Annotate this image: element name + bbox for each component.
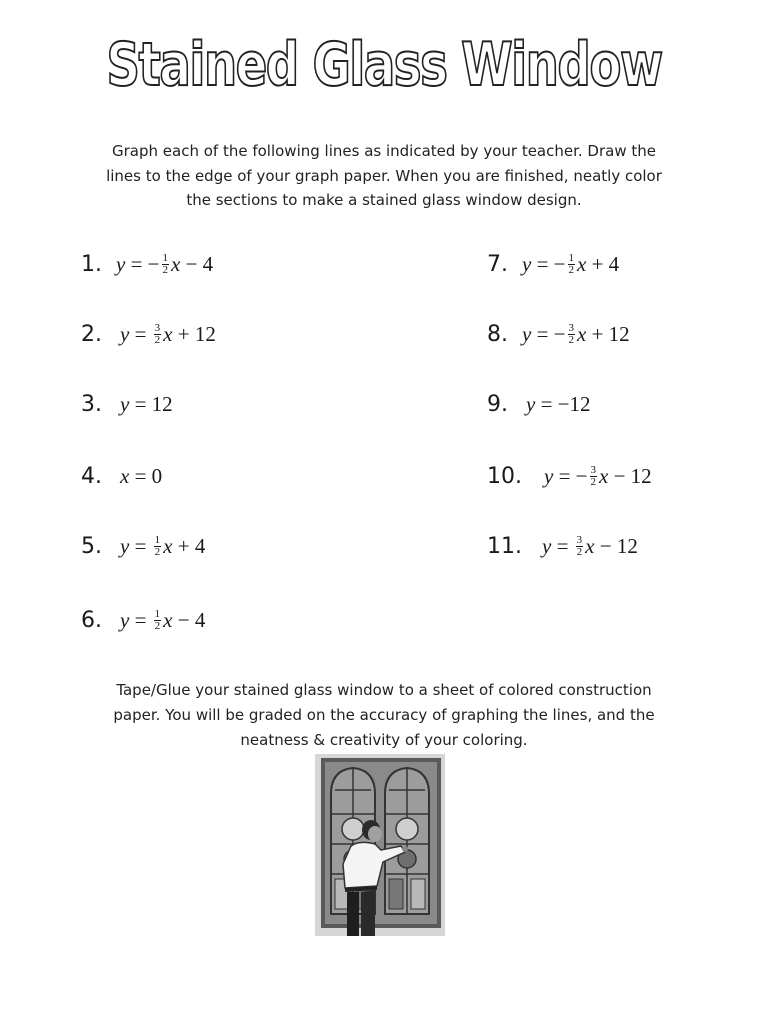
problem-9: [487, 386, 591, 422]
instructions-line: the sections to make a stained glass window design.: [186, 191, 582, 209]
instructions-line: Graph each of the following lines as indicated by your teacher. Draw the: [112, 142, 656, 160]
problem-8: [487, 316, 630, 352]
person-painting-stained-glass-icon: [315, 754, 445, 936]
problem-11: [487, 528, 638, 564]
grading-line: Tape/Glue your stained glass window to a sheet of colored construction: [116, 681, 652, 699]
equation: y = −12: [526, 391, 591, 416]
problem-number: 7.: [487, 251, 508, 277]
problem-6: [81, 602, 205, 638]
problem-number: 9.: [487, 391, 508, 417]
equation: y = − $\frac{1}{2}$ x + 4: [522, 251, 620, 276]
equation: y = $\frac{1}{2}$ x + 4: [120, 533, 206, 558]
instructions: [84, 139, 684, 213]
problem-3: [81, 386, 173, 422]
equation: y = $\frac{3}{2}$ x + 12: [120, 321, 216, 346]
problem-number: 5.: [81, 533, 102, 559]
problem-1: [81, 246, 213, 282]
equation: y = 12: [120, 391, 173, 416]
equation: y = − $\frac{1}{2}$ x − 4: [116, 251, 214, 276]
problem-10: [487, 458, 652, 494]
problem-number: 3.: [81, 391, 102, 417]
page-title: Stained Glass Window: [106, 30, 662, 100]
equation: y = $\frac{1}{2}$ x − 4: [120, 607, 206, 632]
problem-4: [81, 458, 162, 494]
instructions-line: lines to the edge of your graph paper. When you are finished, neatly color: [106, 166, 662, 185]
problem-2: [81, 316, 216, 352]
problem-number: 1.: [81, 251, 102, 277]
problem-number: 4.: [81, 463, 102, 489]
grading-instructions: [84, 678, 684, 753]
problem-number: 8.: [487, 321, 508, 347]
problem-number: 11.: [487, 533, 522, 559]
problem-7: [487, 246, 619, 282]
equation: y = − $\frac{3}{2}$ x + 12: [522, 321, 630, 346]
problem-5: [81, 528, 205, 564]
problem-number: 2.: [81, 321, 102, 347]
equation: x = 0: [120, 463, 163, 488]
equation: y = − $\frac{3}{2}$ x − 12: [544, 463, 652, 488]
equation: y = $\frac{3}{2}$ x − 12: [542, 533, 638, 558]
grading-line: paper. You will be graded on the accuracy of graphing the lines, and the: [113, 706, 655, 724]
problem-number: 6.: [81, 607, 102, 633]
grading-line: neatness & creativity of your coloring.: [240, 731, 528, 749]
problem-number: 10.: [487, 463, 522, 489]
